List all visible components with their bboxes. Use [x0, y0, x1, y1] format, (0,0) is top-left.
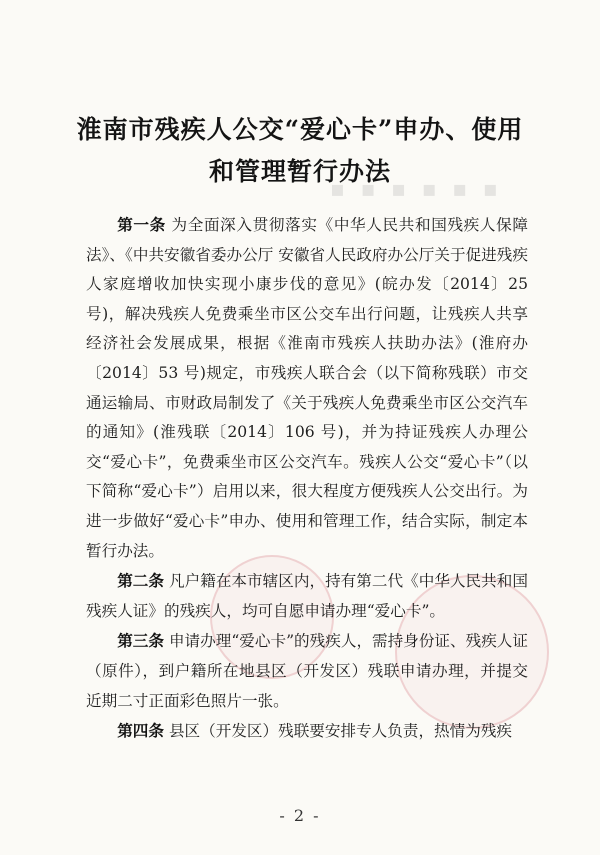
- article-2-label: 第二条: [117, 571, 165, 591]
- show-through-text: ▪ ▪ ▪ ▪ ▪ ▪: [330, 176, 502, 202]
- article-3: [86, 626, 528, 716]
- document-body: [86, 210, 528, 747]
- article-1-label: 第一条: [117, 215, 166, 234]
- page-number: - 2 -: [279, 806, 321, 825]
- article-4-label: 第四条: [117, 721, 164, 741]
- article-4: [86, 716, 528, 747]
- article-4-text: 县区（开发区）残联要安排专人负责，热情为残疾: [163, 722, 513, 741]
- article-1: [86, 210, 528, 566]
- article-1-text: 为全面深入贯彻落实《中华人民共和国残疾人保障法》、《中共安徽省委办公厅 安徽省人民政府办公厅关于促进残疾人家庭增收加快实现小康步伐的意见》(皖办发〔2014〕25 号)，解决残疾人免费乘坐市区公交车出行问题，让残疾人共享经济社会发展成果，根据《淮南市残疾人扶助办法》(淮府办〔2014〕53 号)规定，市残疾人联合会（以下简称残联）市交通运输局、市财政局制发了《关于残疾人免费乘坐市区公交汽车的通知》(淮残联〔2014〕106 号)，并为持证残疾人办理公交“爱心卡”，免费乘坐市区公交汽车。残疾人公交“爱心卡”（以下简称“爱心卡”）启用以来，很大程度方便残疾人公交出行。为进一步做好“爱心卡”申办、使用和管理工作，结合实际，制定本暂行办法。: [86, 216, 528, 560]
- article-2-text: 凡户籍在本市辖区内，持有第二代《中华人民共和国残疾人证》的残疾人，均可自愿申请办理“爱心卡”。: [86, 572, 528, 620]
- title-line-2: 和管理暂行办法: [208, 157, 391, 186]
- article-3-text: 申请办理“爱心卡”的残疾人，需持身份证、残疾人证（原件），到户籍所在地县区（开发区）残联申请办理，并提交近期二寸正面彩色照片一张。: [86, 632, 528, 710]
- title-line-1: 淮南市残疾人公交“爱心卡”申办、使用: [76, 115, 524, 144]
- article-3-label: 第三条: [117, 631, 164, 651]
- article-2: [86, 566, 528, 626]
